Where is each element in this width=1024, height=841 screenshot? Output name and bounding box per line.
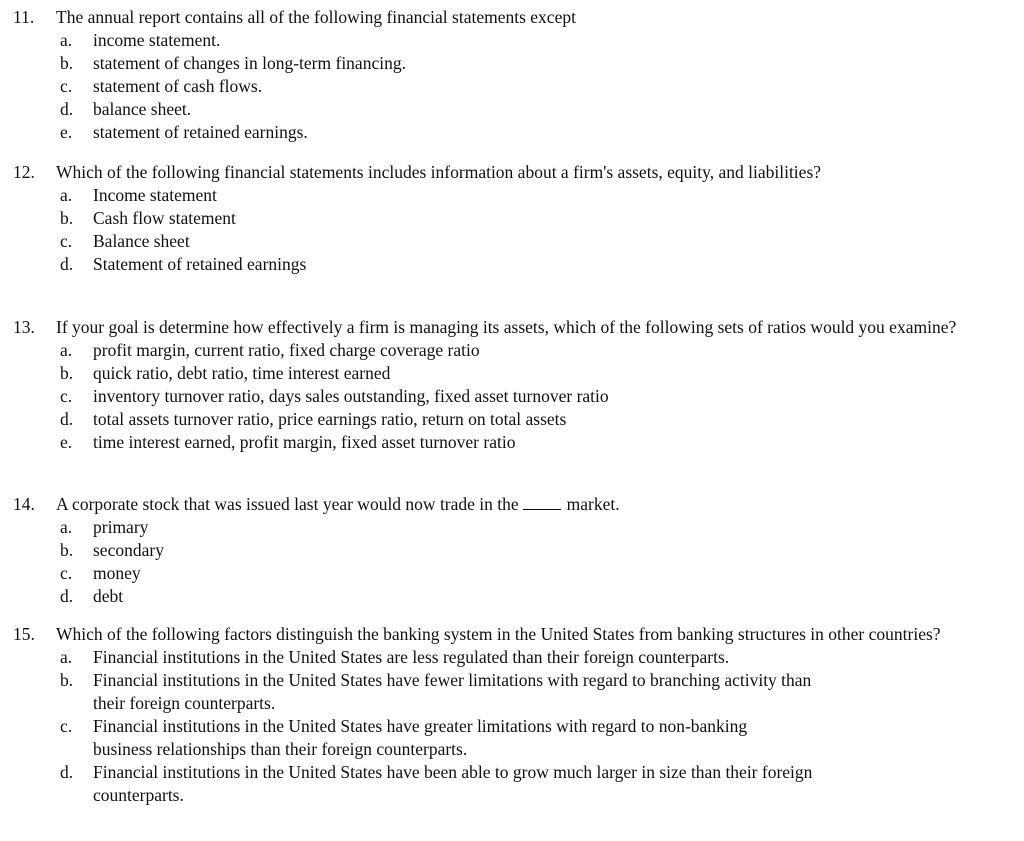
question-text: The annual report contains all of the following financial statements except [56, 7, 576, 27]
option-c: c. Financial institutions in the United States have greater limitations with regard to non-banking business relationships than their foreign counterparts. [60, 716, 748, 759]
option-b: b. quick ratio, debt ratio, time interest earned [60, 363, 391, 383]
question-stem [0, 316, 976, 339]
question-stem [0, 493, 1010, 516]
answer-blank [523, 495, 561, 510]
option-d: d. balance sheet. [60, 99, 192, 119]
question-13 [0, 316, 1010, 454]
option-b: b. Financial institutions in the United States have fewer limitations with regard to branching activity than their foreign counterparts. [60, 670, 812, 713]
option-a: a. profit margin, current ratio, fixed charge coverage ratio [60, 340, 480, 360]
option-b: b. Cash flow statement [60, 208, 236, 228]
question-15 [0, 623, 1010, 807]
question-stem [0, 161, 1010, 184]
option-d: d. total assets turnover ratio, price earnings ratio, return on total assets [60, 409, 567, 429]
option-b: b. secondary [60, 540, 164, 560]
option-a: a. income statement. [60, 30, 221, 50]
question-text-end: market. [566, 494, 620, 514]
option-c: c. Balance sheet [60, 231, 190, 251]
option-d: d. Statement of retained earnings [60, 254, 307, 274]
question-11 [0, 6, 1010, 144]
question-number: 14. [13, 494, 35, 514]
question-stem [0, 623, 996, 646]
question-text: If your goal is determine how effectively a firm is managing its assets, which of the following sets of ratios would you examine? [56, 317, 957, 337]
option-a: a. primary [60, 517, 149, 537]
option-c: c. inventory turnover ratio, days sales outstanding, fixed asset turnover ratio [60, 386, 609, 406]
question-number: 12. [13, 162, 35, 182]
question-text: Which of the following factors distinguish the banking system in the United States from banking structures in other countries? [56, 624, 941, 644]
option-a: a. Income statement [60, 185, 217, 205]
question-14 [0, 493, 1010, 608]
option-d: d. debt [60, 586, 124, 606]
question-text: A corporate stock that was issued last year would now trade in the [56, 494, 519, 514]
option-e: e. time interest earned, profit margin, fixed asset turnover ratio [60, 432, 516, 452]
question-number: 15. [13, 624, 35, 644]
question-number: 11. [13, 7, 35, 27]
option-a: a. Financial institutions in the United States are less regulated than their foreign counterparts. [60, 647, 730, 667]
question-number: 13. [13, 317, 35, 337]
question-text: Which of the following financial statements includes information about a firm's assets, equity, and liabilities? [56, 162, 822, 182]
option-c: c. money [60, 563, 141, 583]
option-d: d. Financial institutions in the United States have been able to grow much larger in size than their foreign counterparts. [60, 762, 813, 805]
option-e: e. statement of retained earnings. [60, 122, 308, 142]
option-b: b. statement of changes in long-term financing. [60, 53, 406, 73]
question-12 [0, 161, 1010, 276]
option-c: c. statement of cash flows. [60, 76, 263, 96]
question-stem [0, 6, 1010, 29]
